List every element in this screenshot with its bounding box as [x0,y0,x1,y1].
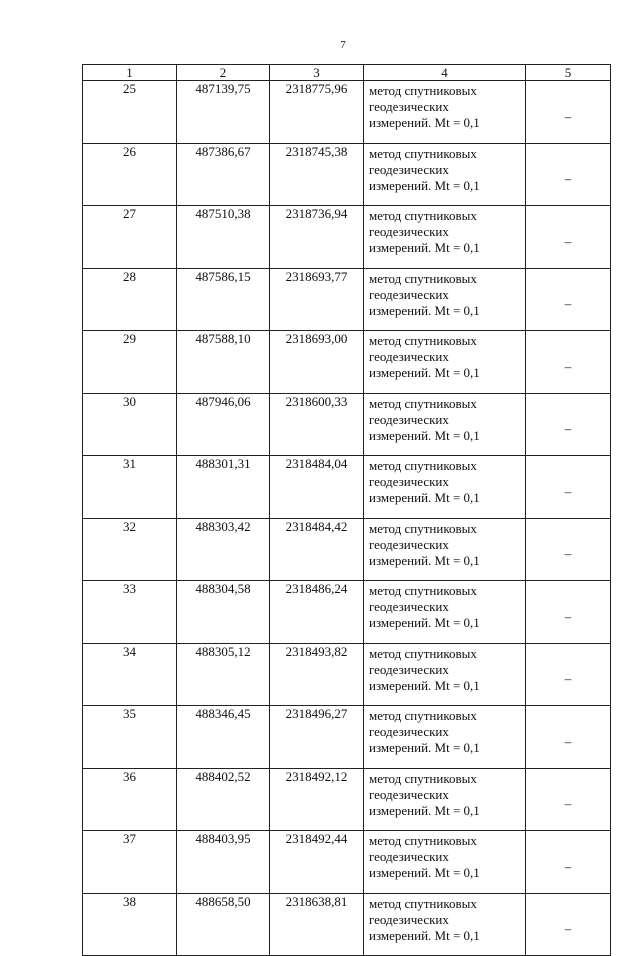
x-coordinate-cell: 487588,10 [177,331,270,394]
header-col-2: 2 [177,65,270,81]
y-coordinate-cell: 2318693,00 [270,331,364,394]
header-col-5: 5 [526,65,611,81]
point-number-cell: 35 [83,706,177,769]
x-coordinate-cell: 488303,42 [177,518,270,581]
y-coordinate-cell: 2318492,44 [270,831,364,894]
method-text-line: геодезических [369,661,449,677]
note-cell: – [526,643,611,706]
method-text-line: метод спутниковых [369,833,477,848]
method-cell [364,893,526,956]
method-text-line: измерений. Mt = 0,1 [369,427,480,443]
x-coordinate-cell: 487586,15 [177,268,270,331]
method-text-line: измерений. Mt = 0,1 [369,240,480,255]
method-text-line: метод спутниковых [369,770,477,786]
method-text-line: метод спутниковых [369,583,477,598]
x-coordinate-cell: 488301,31 [177,456,270,519]
method-text-line: метод спутниковых [369,520,477,536]
y-coordinate-cell: 2318492,12 [270,768,364,831]
note-cell: – [526,768,611,831]
method-cell [364,831,526,894]
y-coordinate-cell: 2318600,33 [270,393,364,456]
y-coordinate-cell: 2318775,96 [270,81,364,144]
header-col-4: 4 [364,65,526,81]
method-text-line: геодезических [369,724,449,739]
note-cell: – [526,268,611,331]
method-text-line: геодезических [369,224,449,239]
table-row [83,143,611,206]
method-text-line: геодезических [369,99,449,114]
y-coordinate-cell: 2318693,77 [270,268,364,331]
table-row [83,706,611,769]
method-cell [364,518,526,581]
y-coordinate-cell: 2318493,82 [270,643,364,706]
table-row [83,206,611,269]
method-text-line: измерений. Mt = 0,1 [369,740,480,755]
method-text-line: измерений. Mt = 0,1 [369,490,480,505]
table-row [83,893,611,956]
x-coordinate-cell: 488346,45 [177,706,270,769]
point-number-cell: 31 [83,456,177,519]
table-row [83,643,611,706]
point-number-cell: 30 [83,393,177,456]
note-cell: – [526,456,611,519]
point-number-cell: 33 [83,581,177,644]
method-cell [364,268,526,331]
x-coordinate-cell: 487139,75 [177,81,270,144]
point-number-cell: 36 [83,768,177,831]
note-cell: – [526,893,611,956]
method-text-line: измерений. Mt = 0,1 [369,115,480,130]
method-text-line: измерений. Mt = 0,1 [369,865,480,880]
y-coordinate-cell: 2318745,38 [270,143,364,206]
note-cell: – [526,581,611,644]
method-text-line: геодезических [369,911,449,927]
method-text-line: измерений. Mt = 0,1 [369,802,480,818]
note-cell: – [526,206,611,269]
method-text-line: метод спутниковых [369,458,477,473]
note-cell: – [526,831,611,894]
y-coordinate-cell: 2318484,04 [270,456,364,519]
note-cell: – [526,393,611,456]
table-row [83,831,611,894]
x-coordinate-cell: 487946,06 [177,393,270,456]
y-coordinate-cell: 2318638,81 [270,893,364,956]
y-coordinate-cell: 2318484,42 [270,518,364,581]
method-cell [364,456,526,519]
method-cell [364,393,526,456]
y-coordinate-cell: 2318486,24 [270,581,364,644]
table-row [83,331,611,394]
method-cell [364,143,526,206]
method-text-line: измерений. Mt = 0,1 [369,302,480,318]
point-number-cell: 37 [83,831,177,894]
method-cell [364,706,526,769]
header-row [83,65,611,81]
method-text-line: метод спутниковых [369,708,477,723]
table-row [83,768,611,831]
table-row [83,81,611,144]
header-col-3: 3 [270,65,364,81]
method-cell [364,81,526,144]
table-row [83,393,611,456]
method-text-line: геодезических [369,161,449,177]
note-cell: – [526,518,611,581]
method-text-line: геодезических [369,411,449,427]
header-col-1: 1 [83,65,177,81]
method-text-line: измерений. Mt = 0,1 [369,927,480,943]
note-cell: – [526,81,611,144]
method-cell [364,643,526,706]
point-number-cell: 28 [83,268,177,331]
x-coordinate-cell: 488402,52 [177,768,270,831]
method-text-line: метод спутниковых [369,895,477,911]
method-text-line: измерений. Mt = 0,1 [369,365,480,380]
method-text-line: метод спутниковых [369,333,477,348]
table-row [83,456,611,519]
point-number-cell: 27 [83,206,177,269]
method-text-line: метод спутниковых [369,145,477,161]
method-text-line: геодезических [369,349,449,364]
method-text-line: геодезических [369,474,449,489]
point-number-cell: 26 [83,143,177,206]
method-text-line: измерений. Mt = 0,1 [369,677,480,693]
method-cell [364,331,526,394]
note-cell: – [526,706,611,769]
table-row [83,518,611,581]
method-text-line: метод спутниковых [369,208,477,223]
method-text-line: измерений. Mt = 0,1 [369,615,480,630]
note-cell: – [526,143,611,206]
method-text-line: геодезических [369,599,449,614]
method-text-line: геодезических [369,849,449,864]
method-text-line: измерений. Mt = 0,1 [369,552,480,568]
note-cell: – [526,331,611,394]
method-text-line: метод спутниковых [369,83,477,98]
point-number-cell: 32 [83,518,177,581]
method-text-line: геодезических [369,286,449,302]
method-cell [364,206,526,269]
method-text-line: метод спутниковых [369,645,477,661]
x-coordinate-cell: 488304,58 [177,581,270,644]
method-text-line: измерений. Mt = 0,1 [369,177,480,193]
method-cell [364,768,526,831]
method-text-line: метод спутниковых [369,395,477,411]
y-coordinate-cell: 2318736,94 [270,206,364,269]
method-text-line: метод спутниковых [369,270,477,286]
point-number-cell: 34 [83,643,177,706]
table-row [83,268,611,331]
method-text-line: геодезических [369,536,449,552]
y-coordinate-cell: 2318496,27 [270,706,364,769]
page-number: 7 [340,39,346,51]
x-coordinate-cell: 487386,67 [177,143,270,206]
point-number-cell: 25 [83,81,177,144]
table-header [83,65,611,81]
x-coordinate-cell: 488403,95 [177,831,270,894]
method-cell [364,581,526,644]
x-coordinate-cell: 488658,50 [177,893,270,956]
x-coordinate-cell: 488305,12 [177,643,270,706]
x-coordinate-cell: 487510,38 [177,206,270,269]
point-number-cell: 38 [83,893,177,956]
point-number-cell: 29 [83,331,177,394]
table-body [83,81,611,956]
coordinates-table [82,64,611,956]
method-text-line: геодезических [369,786,449,802]
table-row [83,581,611,644]
